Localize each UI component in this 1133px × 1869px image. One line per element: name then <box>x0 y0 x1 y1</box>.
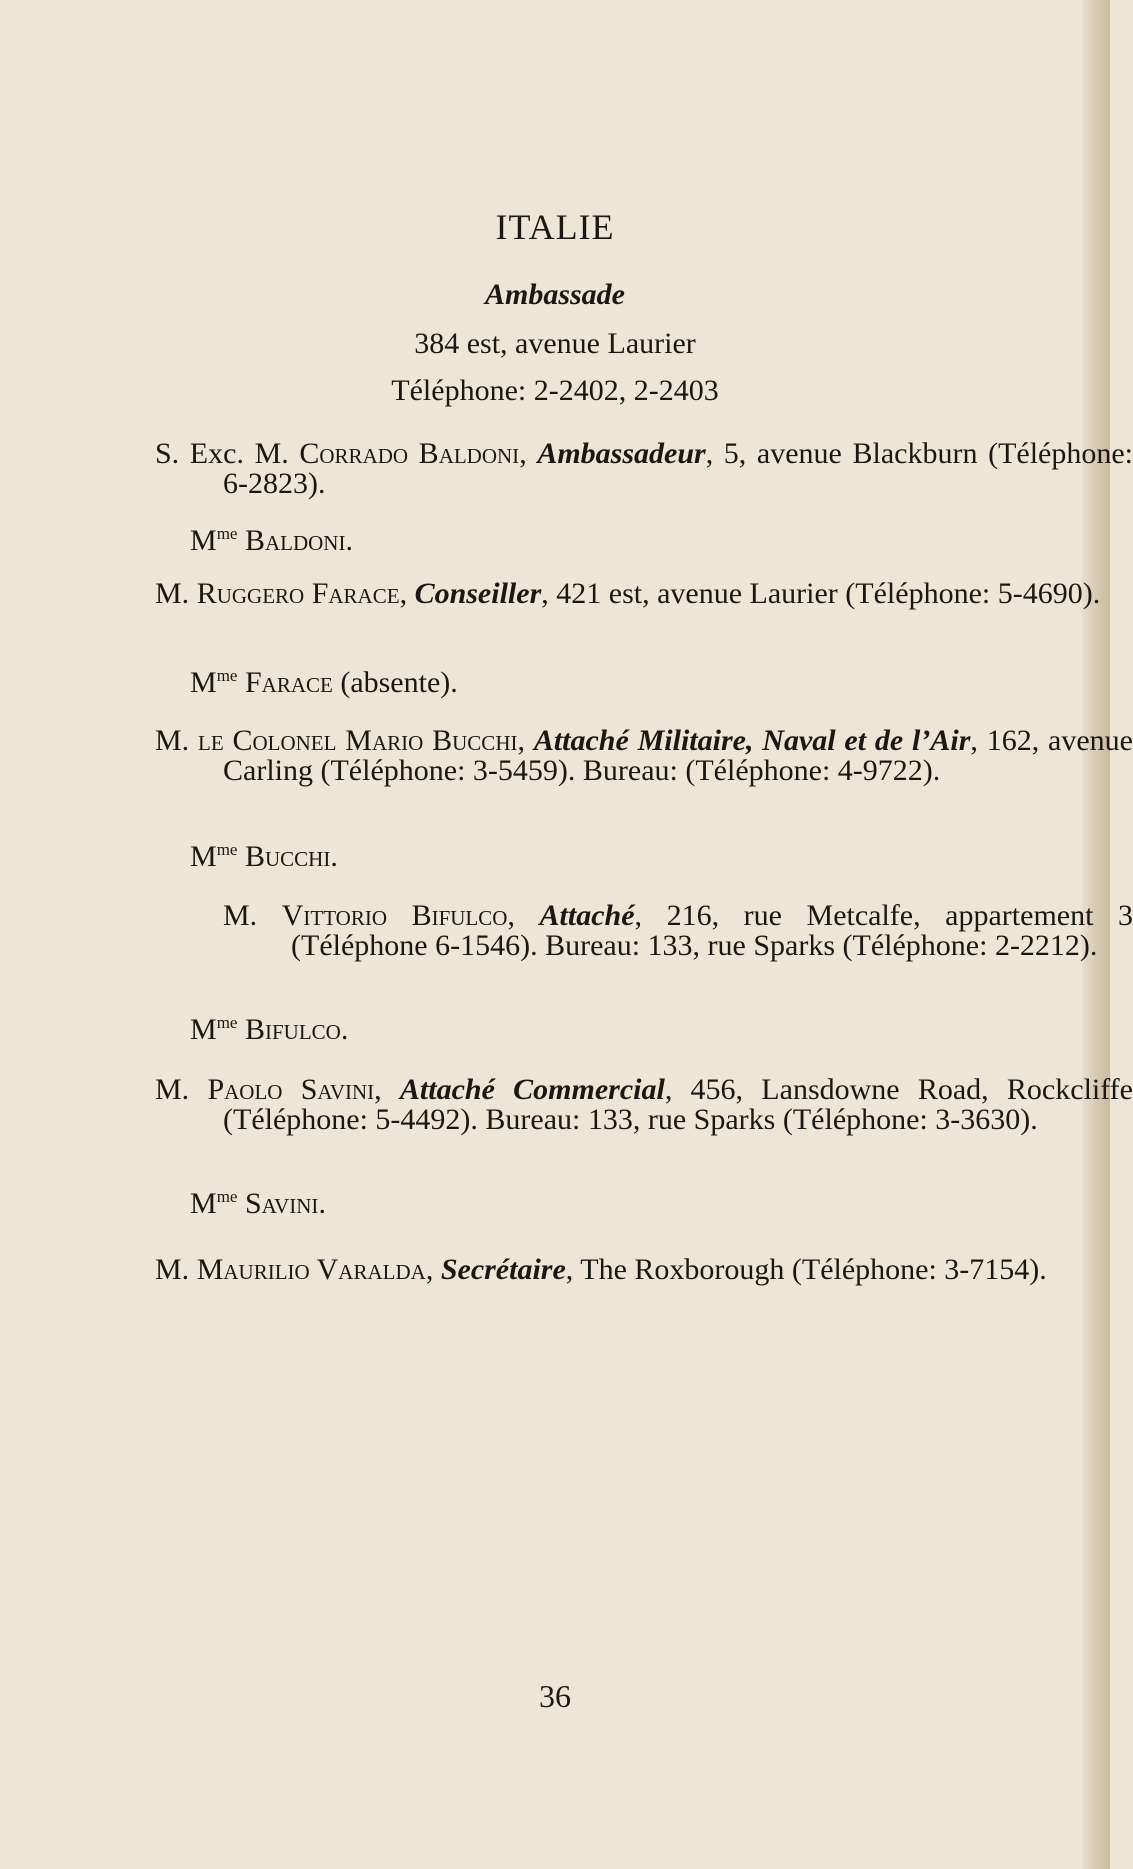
entry-prefix: M. <box>223 899 282 932</box>
embassy-address: 384 est, avenue Laurier <box>414 327 696 360</box>
entry-prefix: M. <box>155 577 197 610</box>
spouse-savini: $M^{me}$ Savini. <box>190 1187 326 1220</box>
entry-role: Attaché <box>539 899 635 932</box>
entry-role: Secrétaire <box>440 1253 566 1286</box>
entry-details: , 5, avenue Blackburn (Téléphone: 6-2823). <box>223 437 1133 500</box>
entry-rank: le Colonel <box>198 724 337 757</box>
entry-savini: M. Paolo Savini, Attaché Commercial, 456, Lansdowne Road, Rockcliffe (Téléphone: 5-4492). Bureau: 133, rue Sparks (Téléphone: 3-3630). <box>155 1073 1133 1136</box>
entry-name: Maurilio Varalda <box>196 1253 426 1286</box>
entry-name: Corrado Baldoni <box>299 437 520 470</box>
entry-prefix: S. Exc. M. <box>155 437 300 470</box>
entry-name: Vittorio Bifulco <box>281 899 508 932</box>
entry-bucchi: M. le Colonel Mario Bucchi, Attaché Militaire, Naval et de l’Air, 162, avenue Carling (Téléphone: 3-5459). Bureau: (Téléphone: 4-9722). <box>155 724 1133 787</box>
spouse-bucchi: $M^{me}$ Bucchi. <box>190 840 338 873</box>
entry-varalda: M. Maurilio Varalda, Secrétaire, The Roxborough (Téléphone: 3-7154). <box>155 1253 1047 1286</box>
entry-details: , 421 est, avenue Laurier (Téléphone: 5-4690). <box>541 577 1101 610</box>
spouse-bifulco: $M^{me}$ Bifulco. <box>190 1013 349 1046</box>
entry-prefix: M. <box>155 724 198 757</box>
embassy-phone: Téléphone: 2-2402, 2-2403 <box>391 374 719 407</box>
entry-name: Mario Bucchi <box>345 724 518 757</box>
country-heading: ITALIE <box>495 207 615 247</box>
entry-role: Ambassadeur <box>537 437 706 470</box>
entry-details: , 216, rue Metcalfe, appartement 3 (Téléphone 6-1546). Bureau: 133, rue Sparks (Téléphone: 2-2212). <box>291 899 1133 962</box>
entry-role: Conseiller <box>414 577 542 610</box>
entry-prefix: M. <box>155 1073 208 1106</box>
embassy-subtitle: Ambassade <box>484 278 625 311</box>
entry-baldoni: S. Exc. M. Corrado Baldoni, Ambassadeur, 5, avenue Blackburn (Téléphone: 6-2823). <box>155 437 1133 500</box>
entry-name: Ruggero Farace <box>196 577 400 610</box>
spouse-farace: $M^{me}$ Farace (absente). <box>190 666 458 699</box>
spouse-baldoni: $M^{me}$ Baldoni. <box>190 524 353 557</box>
entry-prefix: M. <box>155 1253 197 1286</box>
entry-role: Attaché Commercial <box>399 1073 665 1106</box>
entry-details: , 456, Lansdowne Road, Rockcliffe (Téléphone: 5-4492). Bureau: 133, rue Sparks (Téléphone: 3-3630). <box>223 1073 1133 1136</box>
entry-details: , 162, avenue Carling (Téléphone: 3-5459). Bureau: (Téléphone: 4-9722). <box>223 724 1133 787</box>
entry-details: , The Roxborough (Téléphone: 3-7154). <box>565 1253 1047 1286</box>
entry-role: Attaché Militaire, Naval et de l’Air <box>533 724 971 757</box>
entry-farace: M. Ruggero Farace, Conseiller, 421 est, avenue Laurier (Téléphone: 5-4690). <box>155 577 1101 610</box>
entry-bifulco: M. Vittorio Bifulco, Attaché, 216, rue Metcalfe, appartement 3 (Téléphone 6-1546). Bureau: 133, rue Sparks (Téléphone: 2-2212). <box>223 899 1133 962</box>
entry-name: Paolo Savini <box>207 1073 375 1106</box>
page-number: 36 <box>539 1678 571 1714</box>
